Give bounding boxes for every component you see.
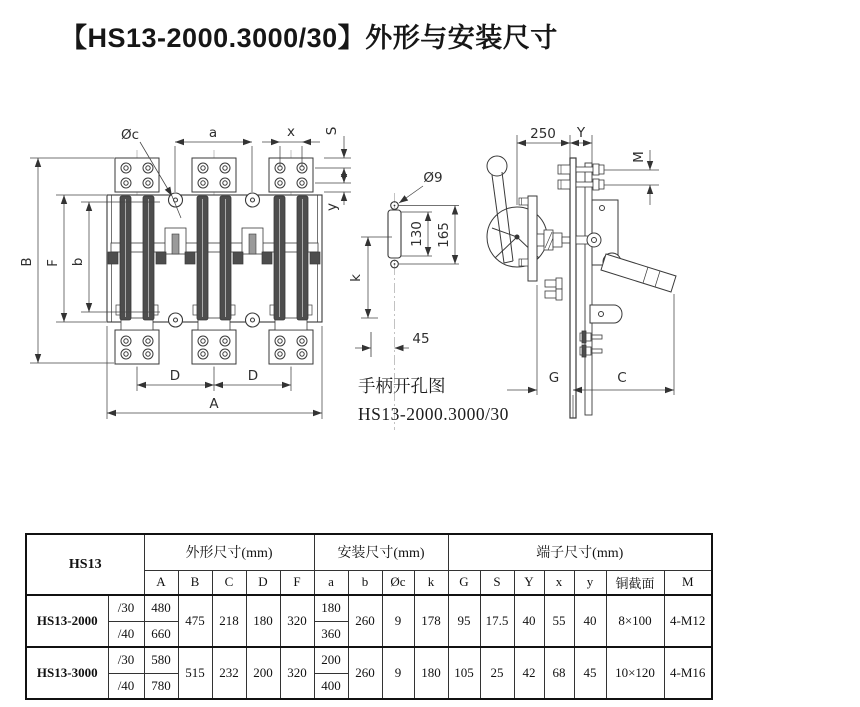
dim-label-Y: Y xyxy=(576,125,586,141)
lower-tab xyxy=(590,305,622,323)
value-cell: 480 xyxy=(144,595,178,621)
dim-label-250: 250 xyxy=(530,126,556,142)
value-cell: 105 xyxy=(448,647,480,699)
col-header-a: a xyxy=(314,570,348,595)
dim-label-130: 130 xyxy=(409,221,425,247)
value-cell: 180 xyxy=(414,647,448,699)
dim-label-D2: D xyxy=(247,368,259,384)
variant-cell: /40 xyxy=(108,673,144,699)
value-cell: 660 xyxy=(144,621,178,647)
dim-label-a: a xyxy=(208,125,218,141)
dim-label-oc: Øc xyxy=(120,127,140,143)
group-header-outline: 外形尺寸(mm) xyxy=(144,534,314,570)
value-cell: 400 xyxy=(314,673,348,699)
dim-label-b: b xyxy=(70,257,86,267)
variant-cell: /40 xyxy=(108,621,144,647)
handle-slot xyxy=(388,210,401,258)
value-cell: 10×120 xyxy=(606,647,664,699)
dim-label-A: A xyxy=(209,396,219,412)
col-header-C: C xyxy=(212,570,246,595)
variant-cell: /30 xyxy=(108,647,144,673)
caption-title: 手柄开孔图 xyxy=(358,376,446,396)
col-header-cu: 铜截面 xyxy=(606,570,664,595)
handle-knob xyxy=(487,156,507,176)
col-header-x: x xyxy=(544,570,574,595)
value-cell: 200 xyxy=(246,647,280,699)
value-cell: 232 xyxy=(212,647,246,699)
value-cell: 9 xyxy=(382,647,414,699)
technical-drawing xyxy=(18,95,730,445)
dim-label-C: C xyxy=(617,370,627,386)
col-header-S: S xyxy=(480,570,514,595)
value-cell: 780 xyxy=(144,673,178,699)
col-header-F: F xyxy=(280,570,314,595)
value-cell: 45 xyxy=(574,647,606,699)
dim-label-B: B xyxy=(19,257,35,267)
dim-label-D1: D xyxy=(169,368,181,384)
variant-cell: /30 xyxy=(108,595,144,621)
value-cell: 40 xyxy=(574,595,606,647)
dim-label-S: S xyxy=(324,126,340,136)
col-header-Y: Y xyxy=(514,570,544,595)
mounting-panel xyxy=(570,158,576,418)
handle-hole-dimensions xyxy=(355,186,459,351)
value-cell: 180 xyxy=(314,595,348,621)
value-cell: 320 xyxy=(280,595,314,647)
col-header-M: M xyxy=(664,570,712,595)
value-cell: 218 xyxy=(212,595,246,647)
panel-left-bolts xyxy=(545,278,562,300)
value-cell: 4-M12 xyxy=(664,595,712,647)
value-cell: 8×100 xyxy=(606,595,664,647)
col-header-D: D xyxy=(246,570,280,595)
series-header: HS13 xyxy=(26,534,144,595)
drive-shaft-bar xyxy=(111,243,318,252)
value-cell: 178 xyxy=(414,595,448,647)
value-cell: 17.5 xyxy=(480,595,514,647)
value-cell: 360 xyxy=(314,621,348,647)
value-cell: 4-M16 xyxy=(664,647,712,699)
lever-arm xyxy=(601,254,676,292)
dim-label-G: G xyxy=(548,370,560,386)
front-view xyxy=(107,150,322,370)
dim-label-165: 165 xyxy=(436,222,452,248)
model-cell: HS13-2000 xyxy=(26,595,108,647)
dim-label-F: F xyxy=(45,259,61,267)
col-header-k: k xyxy=(414,570,448,595)
value-cell: 95 xyxy=(448,595,480,647)
value-cell: 260 xyxy=(348,595,382,647)
value-cell: 320 xyxy=(280,647,314,699)
dim-label-y: y xyxy=(324,203,340,211)
value-cell: 200 xyxy=(314,647,348,673)
value-cell: 180 xyxy=(246,595,280,647)
value-cell: 42 xyxy=(514,647,544,699)
upper-bolts xyxy=(558,164,604,190)
col-header-b: b xyxy=(348,570,382,595)
switch-body-frame xyxy=(107,195,322,322)
page-title: 【HS13-2000.3000/30】外形与安装尺寸 xyxy=(60,23,558,53)
value-cell: 515 xyxy=(178,647,212,699)
drive-coupling xyxy=(537,230,570,250)
dim-label-d9: Ø9 xyxy=(423,170,443,186)
value-cell: 68 xyxy=(544,647,574,699)
col-header-B: B xyxy=(178,570,212,595)
col-header-y: y xyxy=(574,570,606,595)
value-cell: 40 xyxy=(514,595,544,647)
handle-plate xyxy=(528,196,537,281)
value-cell: 260 xyxy=(348,647,382,699)
model-cell: HS13-3000 xyxy=(26,647,108,699)
group-header-mounting: 安装尺寸(mm) xyxy=(314,534,448,570)
side-view xyxy=(487,156,676,418)
value-cell: 9 xyxy=(382,595,414,647)
value-cell: 55 xyxy=(544,595,574,647)
group-header-terminal: 端子尺寸(mm) xyxy=(448,534,712,570)
col-header-A: A xyxy=(144,570,178,595)
col-header-oc: Øc xyxy=(382,570,414,595)
value-cell: 475 xyxy=(178,595,212,647)
col-header-G: G xyxy=(448,570,480,595)
caption-model: HS13-2000.3000/30 xyxy=(358,404,509,424)
dim-label-M: M xyxy=(631,151,647,163)
dimension-table xyxy=(25,533,713,700)
value-cell: 25 xyxy=(480,647,514,699)
drawing-caption xyxy=(358,376,509,424)
value-cell: 580 xyxy=(144,647,178,673)
dim-label-45: 45 xyxy=(412,331,430,347)
dim-label-k: k xyxy=(348,274,364,282)
dim-label-x: x xyxy=(287,124,295,140)
